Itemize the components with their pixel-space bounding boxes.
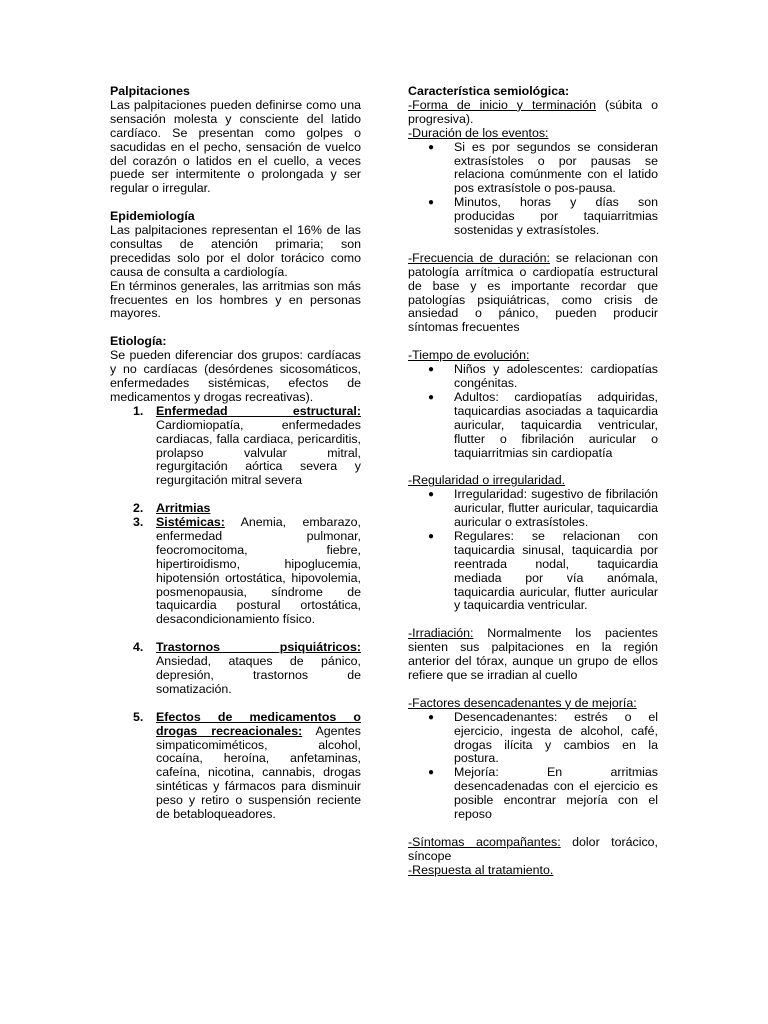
list-item-text: Agentes simpaticomiméticos, alcohol, cocaína, heroína, anfetaminas, cafeína, nicotina, cannabis, drogas sintéticas y fármacos para disminuir peso y retiro o suspensión reciente de betabloqueadores. <box>156 723 361 822</box>
epidemiologia-heading: Epidemiología <box>110 209 195 224</box>
list-item-label: Sistémicas: <box>156 515 225 530</box>
right-column <box>408 85 658 878</box>
bullet-icon: ● <box>428 391 435 403</box>
bullet-icon: ● <box>428 489 435 501</box>
list-item: ● Si es por segundos se consideran extrasístoles o por pausas se relaciona comúnmente con el latido pos extrasístole o pos-pausa. <box>428 139 658 196</box>
list-item-text: Anemia, embarazo, enfermedad pulmonar, feocromocitoma, fiebre, hipertiroidismo, hipoglucemia, hipotensión ortostática, hipovolemia, posmenopausia, síndrome de taquicardia postural ortostática, desacondicionamiento físico. <box>156 515 361 627</box>
duracion-list <box>408 141 658 238</box>
duracion-label: -Duración de los eventos: <box>408 125 549 140</box>
list-number: 1. <box>133 403 144 418</box>
factores-label: -Factores desencadenantes y de mejoría: <box>408 695 637 710</box>
forma-label: -Forma de inicio y terminación <box>408 97 596 112</box>
palpitaciones-text: Las palpitaciones pueden definirse como una sensación molesta y consciente del latido cardíaco. Se presentan como golpes o sacudidas en el pecho, sensación de vuelco del corazón o latidos en el cuello, a veces puede ser intermitente o prolongada y ser regular o irregular. <box>110 97 361 196</box>
left-column <box>110 85 361 822</box>
factores-list <box>408 711 658 822</box>
list-item <box>110 516 361 627</box>
irradiacion-label: -Irradiación: <box>408 626 474 641</box>
respuesta-paragraph <box>408 864 658 878</box>
frecuencia-label: -Frecuencia de duración: <box>408 250 551 265</box>
epidemiologia-text-2: En términos generales, las arritmias son más frecuentes en los hombres y en personas mayores. <box>110 278 361 321</box>
list-item: ● Adultos: cardiopatías adquiridas, taquicardias asociadas a taquicardia auricular, taquicardia ventricular, flutter o fibrilación auricular o taquiarritmias sin cardiopatía <box>428 389 658 460</box>
forma-paragraph <box>408 99 658 127</box>
sintomas-text: dolor torácico, síncope <box>408 834 658 863</box>
list-number: 3. <box>133 515 144 530</box>
list-item: ● Niños y adolescentes: cardiopatías congénitas. <box>428 362 658 390</box>
irradiacion-text: Normalmente los pacientes sienten sus palpitaciones en la región anterior del tórax, aunque un grupo de ellos refiere que se irradian al cuello <box>408 626 658 682</box>
list-item <box>110 641 361 697</box>
list-item-text: Cardiomiopatía, enfermedades cardiacas, falla cardiaca, pericarditis, prolapso valvular mitral, regurgitación aórtica severa y regurgitación mitral severa <box>156 417 361 488</box>
list-item-label: Enfermedad estructural: <box>156 403 361 418</box>
tiempo-label: -Tiempo de evolución: <box>408 348 530 363</box>
list-item: ● Desencadenantes: estrés o el ejercicio, ingesta de alcohol, café, drogas ilícita y cambios en la postura. <box>428 709 658 766</box>
sintomas-paragraph <box>408 836 658 864</box>
bullet-icon: ● <box>428 141 435 153</box>
bullet-icon: ● <box>428 767 435 779</box>
list-number: 2. <box>133 501 144 516</box>
list-item <box>110 711 361 822</box>
list-number: 4. <box>133 640 144 655</box>
epidemiologia-text-1: Las palpitaciones representan el 16% de las consultas de atención primaria; son precedidas solo por el dolor torácico como causa de consulta a cardiología. <box>110 223 361 279</box>
frecuencia-text: se relacionan con patología arrítmica o cardiopatía estructural de base y es importante recordar que patologías psiquiátricas, como crisis de ansiedad o pánico, pueden producir síntomas frecuentes <box>408 250 658 335</box>
list-item-label: Arritmias <box>156 501 211 516</box>
sintomas-label: -Síntomas acompañantes: <box>408 834 561 849</box>
etiologia-intro: Se pueden diferenciar dos grupos: cardíacas y no cardíacas (desórdenes sicosomáticos, enfermedades sistémicas, efectos de medicamentos y drogas recreativas). <box>110 348 361 404</box>
list-item-text: Ansiedad, ataques de pánico, depresión, trastornos de somatización. <box>156 654 361 696</box>
semiologica-heading: Característica semiológica: <box>408 84 570 98</box>
list-item: ● Mejoría: En arritmias desencadenadas con el ejercicio es posible encontrar mejoría con el reposo <box>428 765 658 822</box>
tiempo-list <box>408 363 658 460</box>
list-item <box>110 405 361 488</box>
bullet-icon: ● <box>428 530 435 542</box>
frecuencia-paragraph <box>408 252 658 335</box>
etiologia-heading: Etiología: <box>110 334 167 349</box>
regularidad-label: -Regularidad o irregularidad. <box>408 473 566 488</box>
bullet-icon: ● <box>428 364 435 376</box>
list-item: ● Minutos, horas y días son producidas por taquiarritmias sostenidas y extrasístoles. <box>428 195 658 238</box>
bullet-icon: ● <box>428 197 435 209</box>
list-item: ● Irregularidad: sugestivo de fibrilación auricular, flutter auricular, taquicardia auricular o extrasístoles. <box>428 487 658 530</box>
list-number: 5. <box>133 709 144 724</box>
respuesta-label: -Respuesta al tratamiento. <box>408 862 554 877</box>
list-item: ● Regulares: se relacionan con taquicardia sinusal, taquicardia por reentrada nodal, taquicardia mediada por vía anómala, taquicardia auricular, flutter auricular y taquicardia ventricular. <box>428 528 658 613</box>
bullet-icon: ● <box>428 711 435 723</box>
forma-text: (súbita o progresiva). <box>408 97 658 126</box>
regularidad-list <box>408 488 658 613</box>
list-item-label: Trastornos psiquiátricos: <box>156 640 361 655</box>
palpitaciones-heading: Palpitaciones <box>110 84 190 98</box>
etiologia-list <box>110 405 361 822</box>
irradiacion-paragraph <box>408 627 658 683</box>
list-item-label: Efectos de medicamentos o drogas recreacionales: <box>156 709 361 738</box>
list-item <box>110 502 361 516</box>
